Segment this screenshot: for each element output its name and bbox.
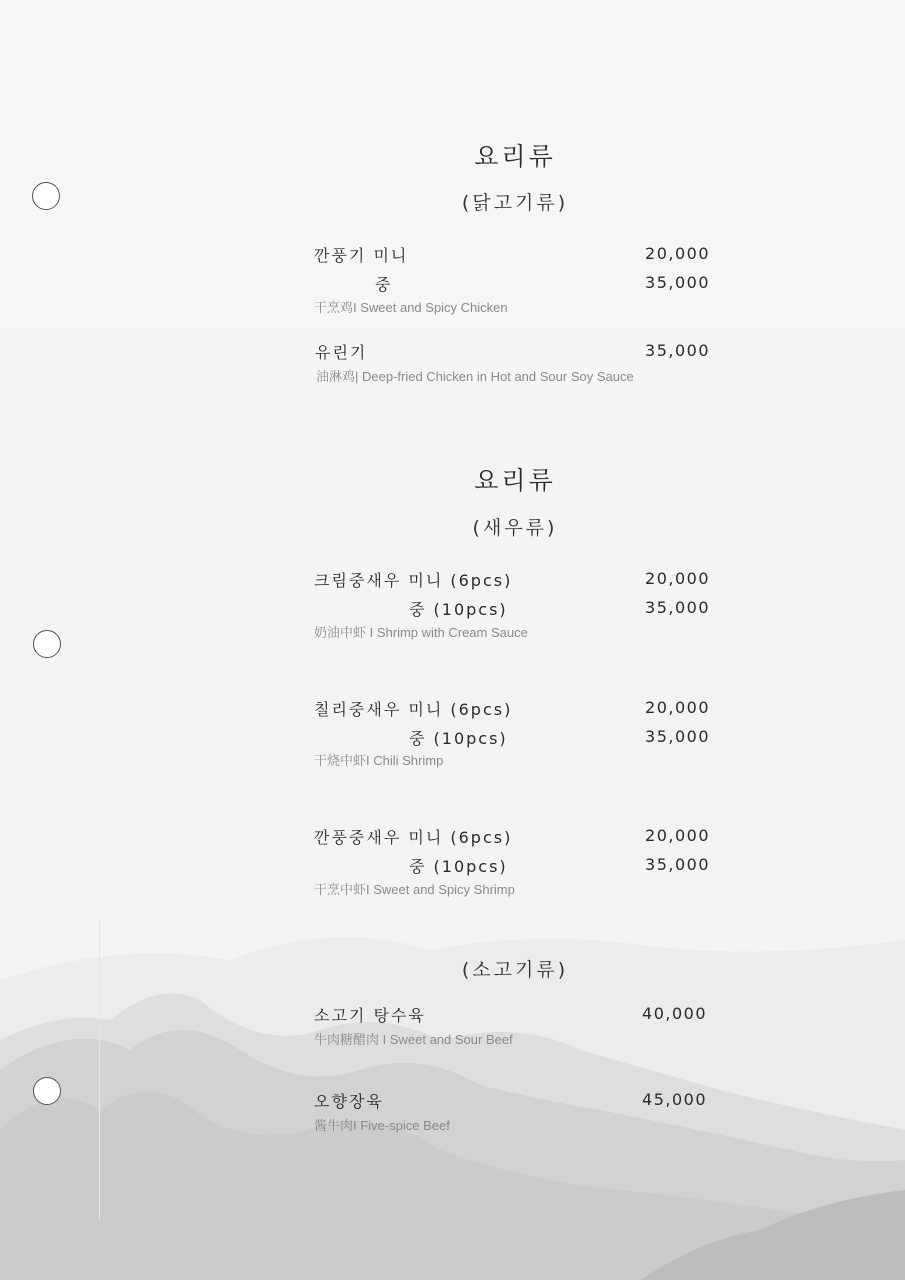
- menu-item-name: 유린기: [315, 343, 368, 362]
- menu-item-size: 중 (10pcs): [409, 600, 508, 619]
- menu-item-price: 35,000: [645, 598, 710, 617]
- section-subtitle: (새우류): [472, 517, 558, 539]
- menu-item-description: 干烧中虾I Chili Shrimp: [314, 753, 444, 768]
- menu-item-name: 칠리중새우 미니 (6pcs): [314, 700, 513, 719]
- menu-item-price: 20,000: [645, 698, 710, 717]
- menu-item-name: 깐풍기 미니: [314, 246, 409, 265]
- menu-item-name: 크림중새우 미니 (6pcs): [314, 571, 513, 590]
- binder-hole: [33, 630, 61, 658]
- menu-item-price: 40,000: [642, 1004, 707, 1023]
- menu-item-description: 酱牛肉I Five-spice Beef: [314, 1118, 450, 1133]
- menu-item-price: 20,000: [645, 826, 710, 845]
- section-subtitle: (소고기류): [461, 959, 569, 981]
- menu-item-price: 35,000: [645, 273, 710, 292]
- menu-item-description: 油淋鸡| Deep-fried Chicken in Hot and Sour Soy Sauce: [316, 369, 634, 384]
- menu-item-price: 35,000: [645, 855, 710, 874]
- menu-item-name: 소고기 탕수육: [314, 1006, 426, 1025]
- menu-item-description: 奶油中虾 I Shrimp with Cream Sauce: [314, 625, 528, 640]
- section-title: 요리류: [474, 466, 556, 495]
- menu-item-size: 중 (10pcs): [409, 729, 508, 748]
- menu-item-name: 오향장육: [314, 1092, 384, 1111]
- menu-item-price: 20,000: [645, 569, 710, 588]
- menu-item-price: 35,000: [645, 727, 710, 746]
- menu-item-description: 干烹鸡I Sweet and Spicy Chicken: [314, 300, 508, 315]
- section-title: 요리류: [474, 142, 556, 171]
- menu-item-price: 35,000: [645, 341, 710, 360]
- menu-item-price: 20,000: [645, 244, 710, 263]
- menu-item-size: 중 (10pcs): [409, 857, 508, 876]
- menu-item-description: 干烹中虾I Sweet and Spicy Shrimp: [314, 882, 515, 897]
- menu-item-name: 깐풍중새우 미니 (6pcs): [314, 828, 513, 847]
- section-subtitle: (닭고기류): [461, 192, 569, 214]
- menu-item-price: 45,000: [642, 1090, 707, 1109]
- menu-item-size: 중: [375, 275, 393, 294]
- binder-hole: [33, 1077, 61, 1105]
- menu-item-description: 牛肉糖醋肉 I Sweet and Sour Beef: [314, 1032, 513, 1047]
